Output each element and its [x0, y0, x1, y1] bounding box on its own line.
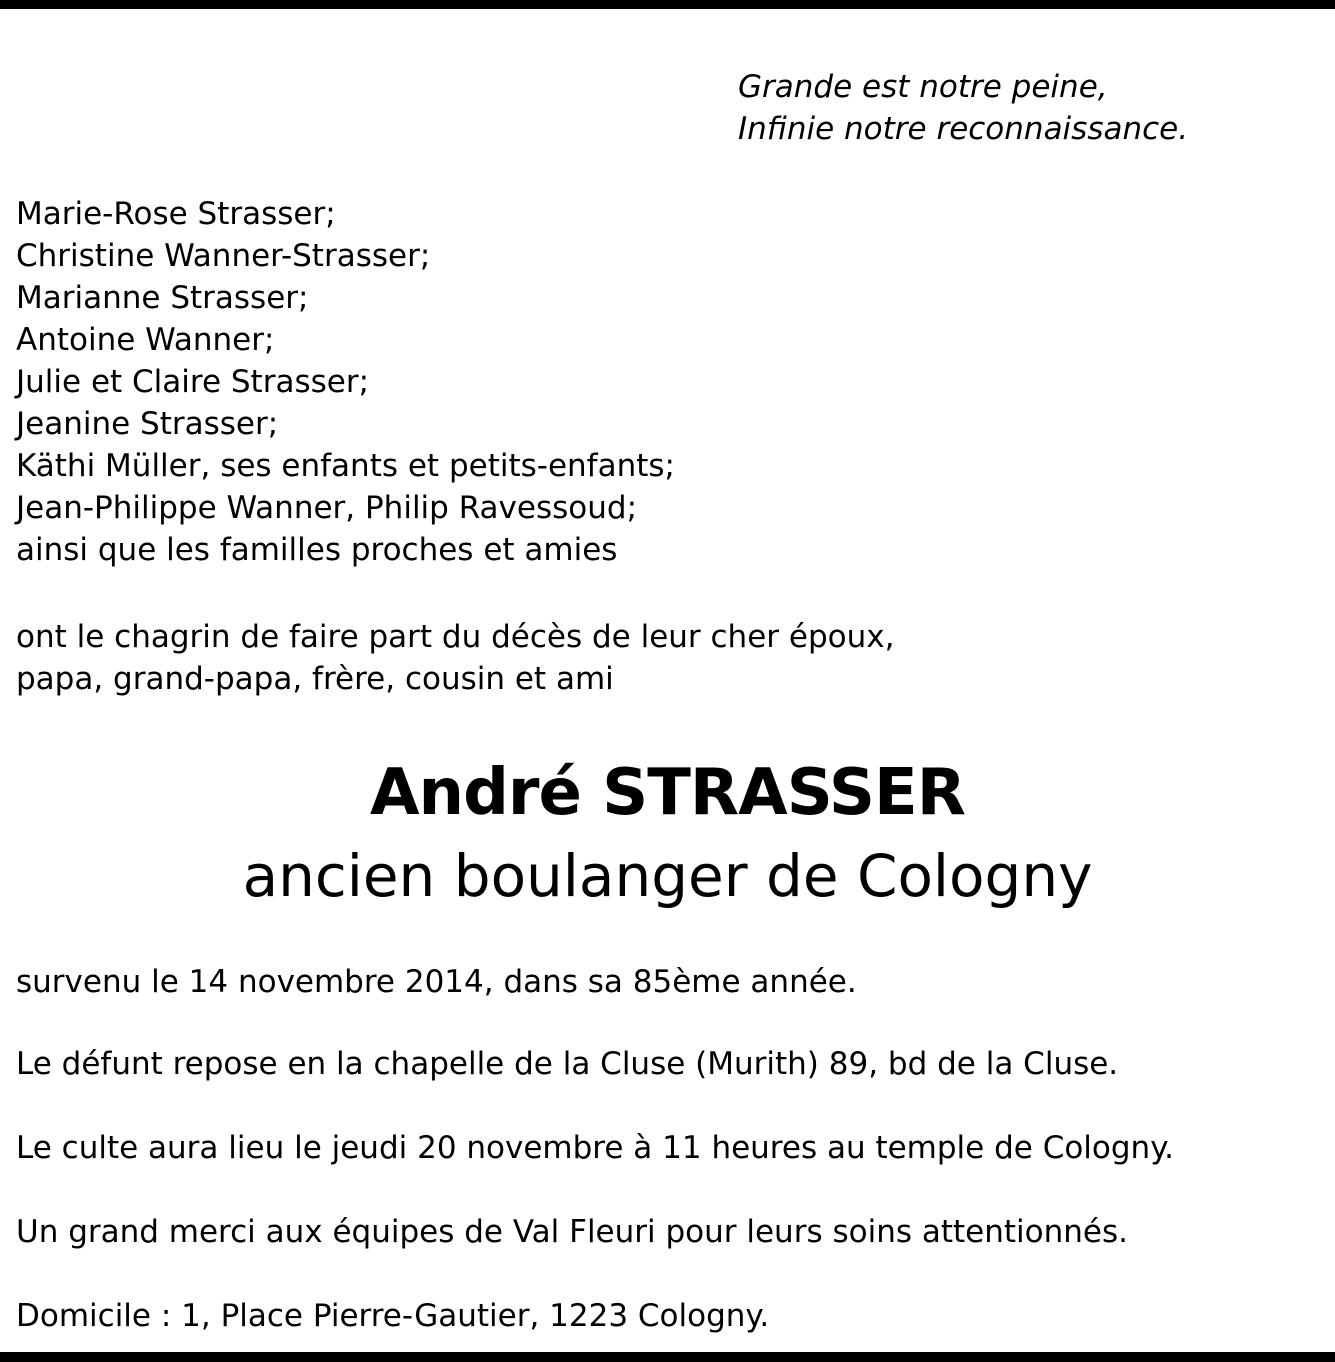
resting-place-paragraph: Le défunt repose en la chapelle de la Cluse (Murith) 89, bd de la Cluse.	[16, 1046, 1119, 1082]
family-closing-line: ainsi que les familles proches et amies	[16, 532, 618, 568]
deceased-title: ancien boulanger de Cologny	[242, 842, 1093, 910]
bottom-border-rule	[0, 1352, 1335, 1362]
announcement-line-1: ont le chagrin de faire part du décès de leur cher époux,	[16, 619, 895, 655]
death-date-paragraph: survenu le 14 novembre 2014, dans sa 85ème année.	[16, 964, 857, 1000]
service-paragraph: Le culte aura lieu le jeudi 20 novembre à 11 heures au temple de Cologny.	[16, 1130, 1174, 1166]
announcement-line-2: papa, grand-papa, frère, cousin et ami	[16, 661, 614, 697]
epigraph-line-1: Grande est notre peine,	[738, 69, 1108, 105]
family-member: Marianne Strasser;	[16, 280, 309, 316]
announcement	[16, 616, 894, 700]
family-member: Marie-Rose Strasser;	[16, 196, 336, 232]
family-member: Antoine Wanner;	[16, 322, 275, 358]
family-member: Julie et Claire Strasser;	[16, 364, 370, 400]
family-member: Jeanine Strasser;	[16, 406, 279, 442]
deceased-name: André STRASSER	[369, 756, 966, 830]
domicile-paragraph: Domicile : 1, Place Pierre-Gautier, 1223 Cologny.	[16, 1298, 770, 1334]
thanks-paragraph: Un grand merci aux équipes de Val Fleuri pour leurs soins attentionnés.	[16, 1214, 1128, 1250]
epigraph	[738, 66, 1188, 150]
family-member: Christine Wanner-Strasser;	[16, 238, 431, 274]
family-member: Jean-Philippe Wanner, Philip Ravessoud;	[16, 490, 638, 526]
epigraph-line-2: Infinie notre reconnaissance.	[738, 111, 1189, 147]
top-border-rule	[0, 0, 1335, 9]
family-member: Käthi Müller, ses enfants et petits-enfants;	[16, 448, 675, 484]
family-list	[16, 193, 675, 571]
